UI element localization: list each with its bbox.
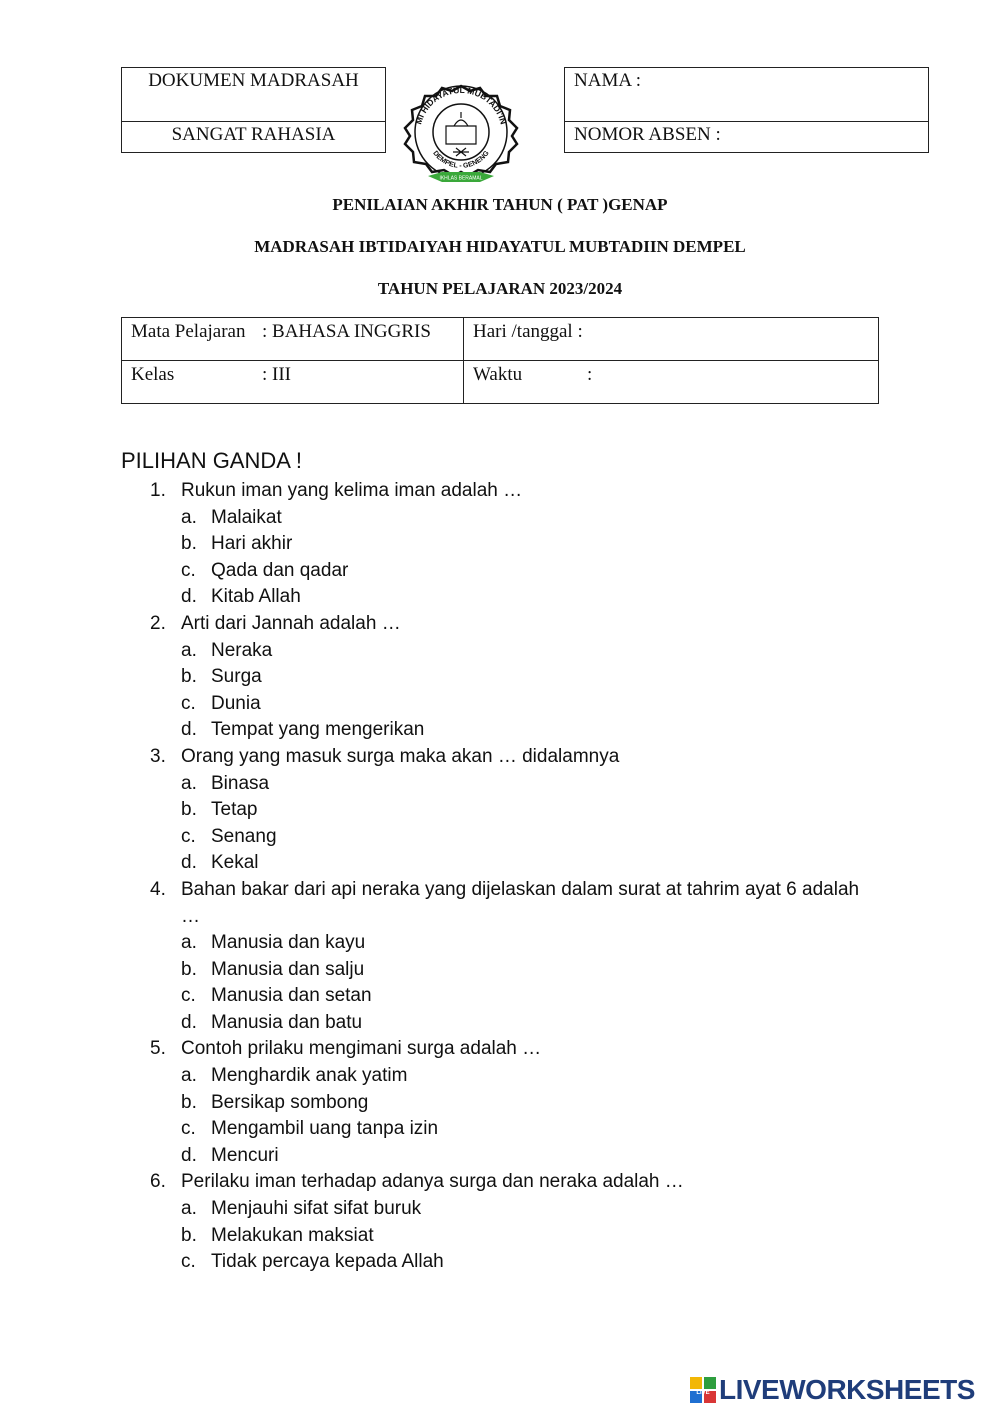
student-number-field[interactable]: NOMOR ABSEN : bbox=[565, 121, 928, 154]
answer-option[interactable] bbox=[150, 717, 870, 744]
option-text: Tempat yang mengerikan bbox=[211, 719, 425, 741]
question-text: Orang yang masuk surga maka akan … didalamnya bbox=[181, 745, 620, 767]
option-letter: b. bbox=[181, 958, 197, 980]
option-letter: b. bbox=[181, 1091, 197, 1113]
student-name-field[interactable]: NAMA : bbox=[574, 70, 642, 91]
option-text: Hari akhir bbox=[211, 533, 293, 555]
option-text: Manusia dan kayu bbox=[211, 932, 366, 954]
answer-option[interactable] bbox=[150, 1090, 870, 1117]
option-letter: d. bbox=[181, 1144, 197, 1166]
classification-label: SANGAT RAHASIA bbox=[122, 121, 385, 154]
answer-option[interactable] bbox=[150, 1196, 870, 1223]
question-item bbox=[150, 478, 870, 505]
svg-text:DEMPEL - GENENG: DEMPEL - GENENG bbox=[431, 149, 491, 170]
option-letter: a. bbox=[181, 506, 197, 528]
answer-option[interactable] bbox=[150, 1223, 870, 1250]
question-number: 1. bbox=[150, 480, 166, 501]
answer-option[interactable] bbox=[150, 505, 870, 532]
option-text: Manusia dan salju bbox=[211, 958, 365, 980]
option-letter: d. bbox=[181, 852, 197, 874]
question-item bbox=[150, 744, 870, 771]
question-number: 5. bbox=[150, 1038, 166, 1060]
answer-option[interactable] bbox=[150, 1143, 870, 1170]
date-field[interactable]: Hari /tanggal : bbox=[473, 321, 583, 342]
time-label: Waktu bbox=[473, 364, 523, 385]
option-letter: a. bbox=[181, 1065, 197, 1087]
option-text: Manusia dan setan bbox=[211, 985, 372, 1007]
class-value: : III bbox=[262, 364, 292, 385]
svg-text:LIVE: LIVE bbox=[696, 1390, 710, 1396]
option-text: Menghardik anak yatim bbox=[211, 1065, 408, 1087]
question-item bbox=[150, 1036, 870, 1063]
option-text: Kekal bbox=[211, 852, 259, 874]
option-letter: c. bbox=[181, 559, 196, 581]
answer-option[interactable] bbox=[150, 531, 870, 558]
option-letter: c. bbox=[181, 825, 196, 847]
svg-text:IKHLAS BERAMAL: IKHLAS BERAMAL bbox=[439, 175, 483, 182]
option-text: Bersikap sombong bbox=[211, 1091, 369, 1113]
question-item bbox=[150, 611, 870, 638]
option-letter: d. bbox=[181, 586, 197, 608]
svg-text:MI HIDAYATUL MUBTADI'IN: MI HIDAYATUL MUBTADI'IN bbox=[413, 84, 509, 126]
answer-option[interactable] bbox=[150, 957, 870, 984]
option-letter: d. bbox=[181, 719, 197, 741]
section-title: PILIHAN GANDA ! bbox=[121, 448, 302, 473]
answer-option[interactable] bbox=[150, 771, 870, 798]
option-text: Binasa bbox=[211, 772, 270, 794]
question-item bbox=[150, 877, 870, 930]
answer-option[interactable] bbox=[150, 664, 870, 691]
option-letter: d. bbox=[181, 1011, 197, 1033]
option-letter: c. bbox=[181, 985, 196, 1007]
question-text: Arti dari Jannah adalah … bbox=[181, 612, 401, 634]
answer-option[interactable] bbox=[150, 983, 870, 1010]
question-number: 6. bbox=[150, 1171, 166, 1193]
option-text: Tetap bbox=[211, 799, 258, 821]
option-text: Melakukan maksiat bbox=[211, 1224, 374, 1246]
option-text: Manusia dan batu bbox=[211, 1011, 363, 1033]
option-text: Dunia bbox=[211, 692, 261, 714]
option-letter: b. bbox=[181, 533, 197, 555]
option-letter: c. bbox=[181, 692, 196, 714]
exam-info-table bbox=[121, 317, 879, 404]
question-text: Rukun iman yang kelima iman adalah … bbox=[181, 480, 523, 501]
option-text: Tidak percaya kepada Allah bbox=[211, 1251, 444, 1273]
answer-option[interactable] bbox=[150, 797, 870, 824]
answer-option[interactable] bbox=[150, 691, 870, 718]
liveworksheets-logo-icon bbox=[690, 1377, 716, 1403]
answer-option[interactable] bbox=[150, 1249, 870, 1276]
question-text: Perilaku iman terhadap adanya surga dan neraka adalah … bbox=[181, 1171, 684, 1193]
option-text: Kitab Allah bbox=[211, 586, 301, 608]
option-letter: a. bbox=[181, 932, 197, 954]
option-text: Surga bbox=[211, 666, 262, 688]
question-number: 3. bbox=[150, 745, 166, 767]
option-text: Mengambil uang tanpa izin bbox=[211, 1118, 439, 1140]
question-number: 2. bbox=[150, 612, 166, 634]
liveworksheets-brand bbox=[690, 1374, 975, 1406]
option-letter: a. bbox=[181, 639, 197, 661]
answer-option[interactable] bbox=[150, 930, 870, 957]
option-text: Neraka bbox=[211, 639, 273, 661]
option-text: Menjauhi sifat sifat buruk bbox=[211, 1198, 422, 1220]
option-text: Qada dan qadar bbox=[211, 559, 349, 581]
class-label: Kelas bbox=[131, 364, 175, 385]
question-text: Contoh prilaku mengimani surga adalah … bbox=[181, 1038, 542, 1060]
answer-option[interactable] bbox=[150, 638, 870, 665]
option-text: Malaikat bbox=[211, 506, 282, 528]
question-item bbox=[150, 1169, 870, 1196]
answer-option[interactable] bbox=[150, 824, 870, 851]
option-letter: c. bbox=[181, 1251, 196, 1273]
option-letter: a. bbox=[181, 772, 197, 794]
option-text: Mencuri bbox=[211, 1144, 279, 1166]
school-logo bbox=[398, 82, 524, 188]
document-label-box bbox=[121, 67, 386, 153]
option-text: Senang bbox=[211, 825, 277, 847]
question-number: 4. bbox=[150, 878, 166, 900]
answer-option[interactable] bbox=[150, 850, 870, 877]
student-identity-box bbox=[564, 67, 929, 153]
academic-year: TAHUN PELAJARAN 2023/2024 bbox=[377, 279, 623, 298]
option-letter: b. bbox=[181, 799, 197, 821]
question-text: Bahan bakar dari api neraka yang dijelaskan dalam surat at tahrim ayat 6 adalah … bbox=[181, 878, 860, 927]
option-letter: c. bbox=[181, 1118, 196, 1140]
document-type: DOKUMEN MADRASAH bbox=[148, 70, 359, 91]
subject-value: : BAHASA INGGRIS bbox=[262, 321, 431, 342]
answer-option[interactable] bbox=[150, 1010, 870, 1037]
school-name: MADRASAH IBTIDAIYAH HIDAYATUL MUBTADIIN DEMPEL bbox=[254, 237, 746, 256]
subject-label: Mata Pelajaran bbox=[131, 321, 246, 342]
option-letter: b. bbox=[181, 1224, 197, 1246]
answer-option[interactable] bbox=[150, 1116, 870, 1143]
brand-text: LIVEWORKSHEETS bbox=[719, 1374, 975, 1405]
option-letter: b. bbox=[181, 666, 197, 688]
option-letter: a. bbox=[181, 1198, 197, 1220]
time-field[interactable]: : bbox=[587, 364, 593, 385]
answer-option[interactable] bbox=[150, 1063, 870, 1090]
answer-option[interactable] bbox=[150, 584, 870, 611]
question-list bbox=[150, 478, 870, 1276]
exam-title: PENILAIAN AKHIR TAHUN ( PAT )GENAP bbox=[332, 195, 668, 214]
answer-option[interactable] bbox=[150, 558, 870, 585]
